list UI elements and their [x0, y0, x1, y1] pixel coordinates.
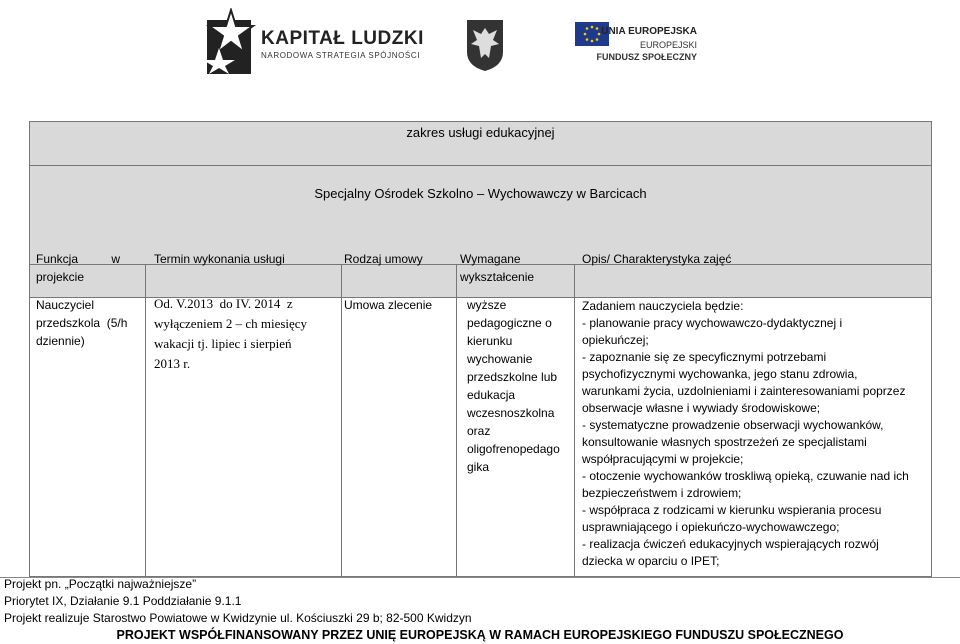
column-divider [341, 265, 342, 578]
footer-organizer: Projekt realizuje Starostwo Powiatowe w Kwidzynie ul. Kościuszki 29 b; 82-500 Kwidzyn [4, 611, 472, 625]
table-title-row [30, 122, 931, 166]
kapital-ludzki-subtitle: NARODOWA STRATEGIA SPÓJNOŚCI [261, 51, 421, 60]
header-rodzaj: Rodzaj umowy [344, 252, 423, 266]
cell-funkcja: Nauczyciel przedszkola (5/h dziennie) [36, 298, 128, 348]
header-termin: Termin wykonania usługi [154, 252, 285, 266]
column-divider [574, 265, 575, 578]
table-title: zakres usługi edukacyjnej [406, 125, 555, 140]
cell-rodzaj: Umowa zlecenie [344, 298, 433, 312]
header-funkcja: Funkcja w projekcie [36, 252, 121, 284]
cell-opis: Zadaniem nauczyciela będzie: - planowanie pracy wychowawczo-dydaktycznej i opiekuńczej; - zapoznanie się ze specyficznymi potrzebami psychofizycznymi wychowanka, jego stanu zdrowia, warunkami życia, uzdolnieniami i zainteresowaniami poprzez obserwacje własne i wywiady środowiskowe; - systematyczne prowadzenie obserwacji wychowanków, konsultowanie własnych spostrzeżeń ze specjalistami współpracującymi w projekcie; - otoczenie wychowanków troskliwą opieką, czuwanie nad ich bezpieczeństwem i zdrowiem; - współpraca z rodzicami w kierunku wspierania procesu usprawniającego i opiekuńczo-wychowawczego; - realizacja ćwiczeń edukacyjnych wspierających rozwój dziecka w oparciu o IPET; [582, 299, 909, 568]
eagle-emblem-icon [465, 18, 505, 72]
header-opis: Opis/ Charakterystyka zajęć [582, 252, 732, 266]
unia-line1: UNIA EUROPEJSKA [601, 26, 697, 37]
unia-europejska-logo [575, 20, 697, 66]
footer-cofinancing: PROJEKT WSPÓŁFINANSOWANY PRZEZ UNIĘ EUROPEJSKĄ W RAMACH EUROPEJSKIEGO FUNDUSZU SPOŁECZNEGO [116, 628, 844, 642]
services-table [29, 121, 932, 577]
unia-line3: FUNDUSZ SPOŁECZNY [596, 52, 697, 62]
cell-wymagane: wyższe pedagogiczne o kierunku wychowanie przedszkolne lub edukacja wczesnoszkolna oraz oligofrenopedago gika [467, 298, 560, 474]
unia-line2: EUROPEJSKI [639, 40, 697, 50]
kapital-ludzki-title: KAPITAŁ LUDZKI [261, 28, 424, 49]
kapital-ludzki-logo [205, 8, 424, 74]
footer-priority: Priorytet IX, Działanie 9.1 Poddziałanie 9.1.1 [4, 594, 242, 608]
institution-name: Specjalny Ośrodek Szkolno – Wychowawczy w Barcicach [314, 186, 647, 201]
column-divider [456, 265, 457, 578]
kapital-ludzki-star-icon [205, 8, 257, 74]
column-divider [145, 265, 146, 578]
header-wymagane: Wymagane wykształcenie [460, 252, 535, 284]
cell-termin: Od. V.2013 do IV. 2014 z wyłączeniem 2 – ch miesięcy wakacji tj. lipiec i sierpień 2013 r. [154, 296, 308, 371]
footer-project-name: Projekt pn. „Początki najważniejsze” [4, 577, 197, 591]
